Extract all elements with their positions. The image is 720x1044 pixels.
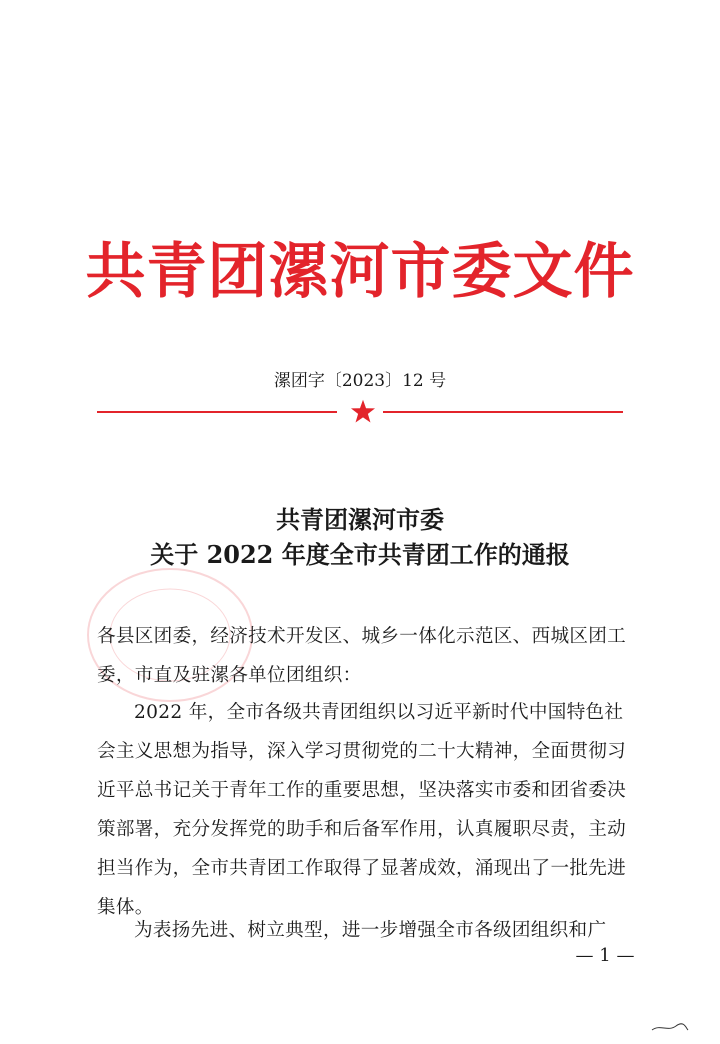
body-paragraph-2: 为表扬先进、树立典型，进一步增强全市各级团组织和广 <box>134 920 607 941</box>
red-divider-right <box>383 411 623 413</box>
body-paragraph-1: 2022 年，全市各级共青团组织以习近平新时代中国特色社会主义思想为指导，深入学习贯彻党的二十大精神，全面贯彻习近平总书记关于青年工作的重要思想，坚决落实市委和团省委决策部署，充分发挥党的助手和后备军作用，认真履职尽责，主动担当作为，全市共青团工作取得了显著成效，涌现出了一批先进集体。 <box>97 702 627 918</box>
red-divider-left <box>97 411 337 413</box>
page-number: — 1 — <box>575 945 635 966</box>
document-number: 漯团字〔2023〕12 号 <box>273 371 447 391</box>
issuer-title: 共青团漯河市委文件 <box>85 237 635 307</box>
addressee-paragraph: 各县区团委，经济技术开发区、城乡一体化示范区、西城区团工委，市直及驻漯各单位团组织： <box>97 626 627 686</box>
notice-title-line2: 关于 2022 年度全市共青团工作的通报 <box>150 540 570 569</box>
notice-title-line1: 共青团漯河市委 <box>276 505 444 534</box>
star-icon <box>349 398 377 426</box>
scan-mark <box>650 1020 690 1036</box>
